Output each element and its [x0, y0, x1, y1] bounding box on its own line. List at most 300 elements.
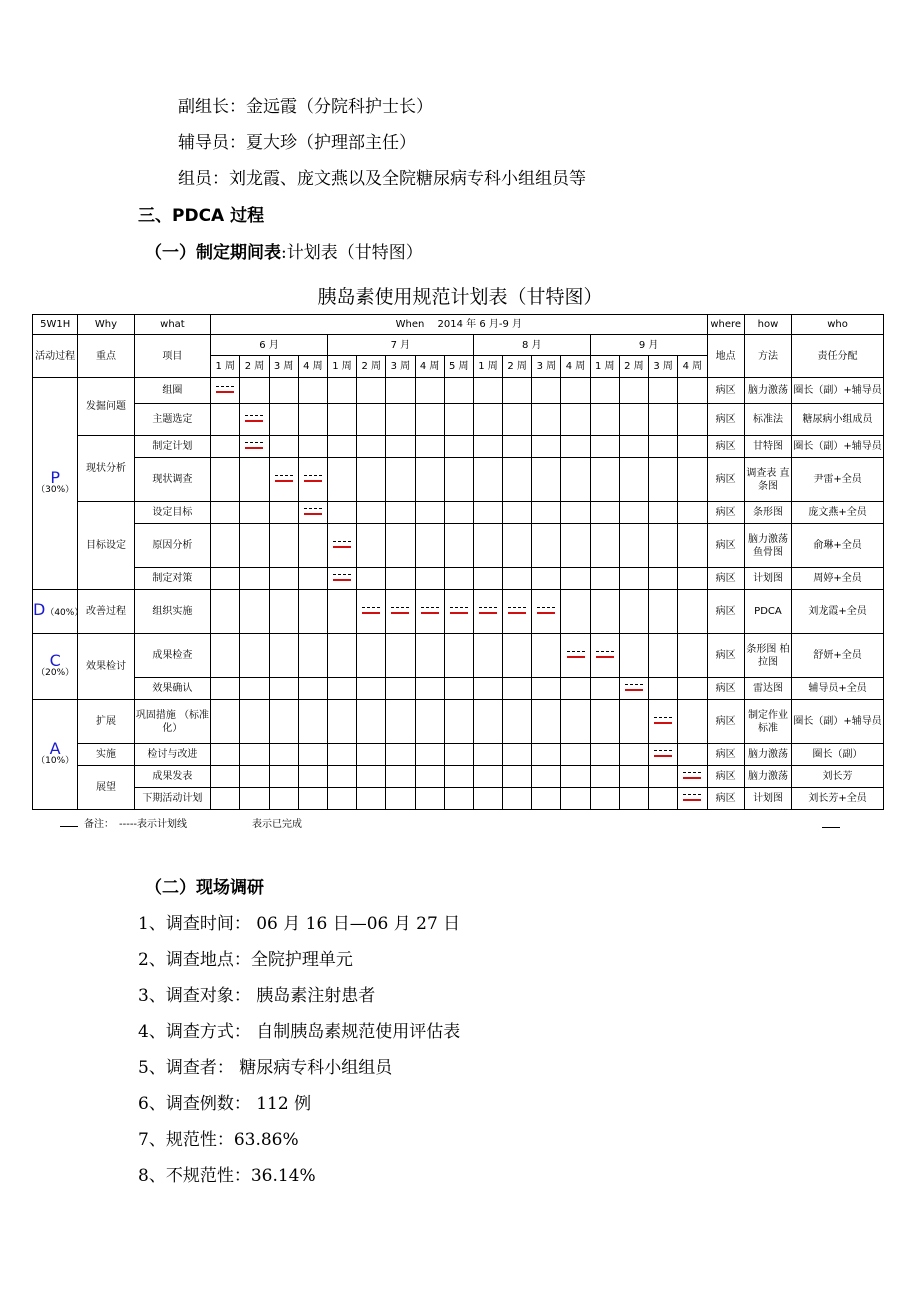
week-cell: [240, 590, 269, 634]
week-cell: [678, 590, 707, 634]
week-cell: [590, 744, 619, 766]
week-cell: [444, 766, 473, 788]
week-cell: [678, 458, 707, 502]
focus-cell: 效果检讨: [78, 634, 134, 700]
week-cell: [386, 766, 415, 788]
survey-item: 5、调查者： 糖尿病专科小组组员: [138, 1058, 393, 1078]
week-cell: [298, 788, 327, 810]
week-cell: [649, 524, 678, 568]
week-cell: [649, 568, 678, 590]
week-cell: [240, 458, 269, 502]
week-cell: [327, 700, 356, 744]
week-cell: [649, 678, 678, 700]
week-cell: [269, 634, 298, 678]
place-cell: 病区: [707, 502, 744, 524]
resp-cell: 圈长（副）+辅导员: [792, 700, 884, 744]
phase-percent: （40%）: [45, 608, 84, 618]
week-cell: [590, 524, 619, 568]
section-heading-pdca: 三、PDCA 过程: [138, 206, 265, 226]
hdr-5w1h: 5W1H: [33, 315, 78, 335]
week-cell: [561, 502, 590, 524]
week-cell: [444, 378, 473, 404]
week-cell: [327, 788, 356, 810]
week-cell: [590, 700, 619, 744]
week-cell: [590, 502, 619, 524]
subsection-schedule-bold: （一）制定期间表: [145, 243, 281, 263]
week-cell: [444, 744, 473, 766]
week-cell: [211, 766, 240, 788]
week-cell: [415, 700, 444, 744]
item-cell: 设定目标: [134, 502, 211, 524]
week-cell: [211, 568, 240, 590]
note-right-underline: [822, 827, 840, 828]
resp-cell: 圈长（副）+辅导员: [792, 436, 884, 458]
focus-cell: 扩展: [78, 700, 134, 744]
week-header: 3 周: [649, 356, 678, 378]
week-header: 4 周: [298, 356, 327, 378]
place-cell: 病区: [707, 788, 744, 810]
hdr-who: who: [792, 315, 884, 335]
hdr-how: how: [744, 315, 791, 335]
hdr-place: 地点: [707, 335, 744, 378]
item-cell: 主题选定: [134, 404, 211, 436]
week-cell: [415, 568, 444, 590]
week-header: 3 周: [386, 356, 415, 378]
week-cell: [386, 568, 415, 590]
week-cell: [211, 458, 240, 502]
week-cell: [532, 458, 561, 502]
item-cell: 组圈: [134, 378, 211, 404]
hdr-method: 方法: [744, 335, 791, 378]
item-cell: 制定对策: [134, 568, 211, 590]
week-cell: [619, 678, 648, 700]
week-cell: [503, 744, 532, 766]
place-cell: 病区: [707, 744, 744, 766]
hdr-focus: 重点: [78, 335, 134, 378]
week-cell: [561, 378, 590, 404]
week-cell: [590, 568, 619, 590]
week-cell: [415, 678, 444, 700]
week-header: 4 周: [561, 356, 590, 378]
table-row: [33, 590, 884, 634]
week-cell: [561, 524, 590, 568]
item-cell: 巩固措施 （标准化）: [134, 700, 211, 744]
week-cell: [357, 744, 386, 766]
week-cell: [649, 766, 678, 788]
week-cell: [415, 788, 444, 810]
week-cell: [473, 524, 502, 568]
week-cell: [532, 404, 561, 436]
week-header: 2 周: [503, 356, 532, 378]
week-cell: [503, 404, 532, 436]
place-cell: 病区: [707, 590, 744, 634]
week-cell: [298, 766, 327, 788]
week-cell: [269, 378, 298, 404]
week-cell: [298, 436, 327, 458]
month-header: 6 月: [211, 335, 328, 356]
item-cell: 成果检查: [134, 634, 211, 678]
note-left-text: 备注： -----表示计划线: [84, 819, 188, 830]
week-cell: [561, 458, 590, 502]
week-cell: [619, 766, 648, 788]
week-cell: [240, 634, 269, 678]
week-cell: [415, 634, 444, 678]
week-cell: [590, 788, 619, 810]
week-header: 1 周: [590, 356, 619, 378]
week-cell: [357, 378, 386, 404]
place-cell: 病区: [707, 700, 744, 744]
week-cell: [649, 458, 678, 502]
week-cell: [619, 590, 648, 634]
hdr-what: what: [134, 315, 211, 335]
hdr-resp: 责任分配: [792, 335, 884, 378]
week-cell: [415, 436, 444, 458]
table-row: [33, 634, 884, 678]
week-cell: [561, 634, 590, 678]
plan-bar: [216, 386, 234, 393]
week-cell: [619, 744, 648, 766]
week-cell: [649, 744, 678, 766]
week-cell: [473, 436, 502, 458]
week-header: 5 周: [444, 356, 473, 378]
plan-bar: [333, 541, 351, 548]
week-cell: [240, 568, 269, 590]
week-header: 2 周: [619, 356, 648, 378]
note-completed: 表示已完成: [252, 819, 302, 830]
item-cell: 现状调查: [134, 458, 211, 502]
resp-cell: 俞琳+全员: [792, 524, 884, 568]
week-cell: [503, 524, 532, 568]
table-row: [33, 700, 884, 744]
week-cell: [357, 788, 386, 810]
focus-cell: 目标设定: [78, 502, 134, 590]
week-cell: [415, 744, 444, 766]
week-cell: [473, 502, 502, 524]
week-cell: [269, 788, 298, 810]
week-cell: [649, 502, 678, 524]
method-cell: 脑力激荡 鱼骨图: [744, 524, 791, 568]
plan-bar: [304, 508, 322, 515]
week-cell: [503, 678, 532, 700]
subsection-schedule-rest: :计划表（甘特图）: [281, 243, 423, 263]
survey-item: 2、调查地点：全院护理单元: [138, 950, 353, 970]
week-cell: [269, 744, 298, 766]
week-cell: [444, 502, 473, 524]
method-cell: 计划图: [744, 788, 791, 810]
week-cell: [240, 524, 269, 568]
week-cell: [532, 744, 561, 766]
place-cell: 病区: [707, 568, 744, 590]
resp-cell: 圈长（副）: [792, 744, 884, 766]
week-cell: [298, 404, 327, 436]
week-cell: [327, 568, 356, 590]
week-cell: [619, 634, 648, 678]
item-cell: 原因分析: [134, 524, 211, 568]
method-cell: 条形图: [744, 502, 791, 524]
week-cell: [240, 766, 269, 788]
phase-letter: D: [33, 600, 46, 619]
week-cell: [444, 404, 473, 436]
resp-cell: 舒妍+全员: [792, 634, 884, 678]
week-cell: [561, 678, 590, 700]
week-cell: [619, 788, 648, 810]
week-cell: [269, 404, 298, 436]
resp-cell: 刘龙霞+全员: [792, 590, 884, 634]
week-cell: [298, 524, 327, 568]
week-cell: [444, 634, 473, 678]
week-cell: [473, 568, 502, 590]
plan-bar: [391, 607, 409, 614]
week-header: 2 周: [240, 356, 269, 378]
week-cell: [386, 634, 415, 678]
resp-cell: 辅导员+全员: [792, 678, 884, 700]
week-cell: [444, 436, 473, 458]
week-cell: [444, 458, 473, 502]
week-cell: [444, 678, 473, 700]
week-cell: [298, 634, 327, 678]
week-cell: [386, 404, 415, 436]
week-cell: [532, 590, 561, 634]
week-cell: [240, 678, 269, 700]
week-cell: [240, 744, 269, 766]
note-plan-line: [60, 815, 187, 830]
week-cell: [532, 502, 561, 524]
subsection-survey: （二）现场调研: [145, 878, 264, 898]
week-cell: [357, 766, 386, 788]
week-cell: [269, 678, 298, 700]
plan-bar: [450, 607, 468, 614]
week-cell: [678, 744, 707, 766]
focus-cell: 发掘问题: [78, 378, 134, 436]
survey-item: 8、不规范性：36.14%: [138, 1166, 316, 1186]
week-cell: [357, 524, 386, 568]
plan-bar: [245, 442, 263, 449]
week-cell: [357, 634, 386, 678]
table-row: [33, 404, 884, 436]
phase-cell: [33, 378, 78, 590]
week-cell: [211, 378, 240, 404]
method-cell: 脑力激荡: [744, 766, 791, 788]
note-underline: [60, 826, 78, 827]
week-cell: [211, 436, 240, 458]
phase-percent: （20%）: [36, 667, 75, 678]
week-cell: [503, 502, 532, 524]
phase-letter: P: [50, 467, 60, 487]
week-cell: [386, 744, 415, 766]
week-cell: [473, 788, 502, 810]
week-cell: [386, 436, 415, 458]
week-cell: [327, 524, 356, 568]
plan-bar: [508, 607, 526, 614]
week-cell: [386, 458, 415, 502]
week-cell: [590, 590, 619, 634]
week-cell: [678, 524, 707, 568]
week-cell: [649, 436, 678, 458]
week-cell: [503, 436, 532, 458]
week-cell: [444, 700, 473, 744]
week-cell: [532, 568, 561, 590]
week-header: 1 周: [473, 356, 502, 378]
week-cell: [211, 502, 240, 524]
phase-percent: （10%）: [36, 755, 75, 766]
hdr-why: Why: [78, 315, 134, 335]
plan-bar: [245, 415, 263, 422]
week-cell: [678, 766, 707, 788]
week-cell: [619, 502, 648, 524]
week-cell: [619, 404, 648, 436]
week-cell: [357, 458, 386, 502]
week-cell: [386, 700, 415, 744]
week-cell: [649, 378, 678, 404]
week-cell: [269, 700, 298, 744]
week-cell: [211, 404, 240, 436]
item-cell: 检讨与改进: [134, 744, 211, 766]
table-row: [33, 568, 884, 590]
table-row: [33, 524, 884, 568]
plan-bar: [683, 794, 701, 801]
resp-cell: 刘长芳+全员: [792, 788, 884, 810]
week-cell: [298, 502, 327, 524]
week-cell: [240, 436, 269, 458]
week-cell: [473, 634, 502, 678]
week-cell: [503, 700, 532, 744]
week-cell: [532, 378, 561, 404]
week-cell: [619, 524, 648, 568]
week-cell: [532, 678, 561, 700]
week-cell: [590, 766, 619, 788]
week-cell: [473, 700, 502, 744]
week-cell: [649, 700, 678, 744]
week-cell: [240, 502, 269, 524]
week-cell: [240, 404, 269, 436]
week-cell: [357, 590, 386, 634]
week-cell: [678, 378, 707, 404]
week-cell: [386, 524, 415, 568]
week-header: 1 周: [327, 356, 356, 378]
table-row: [33, 744, 884, 766]
week-cell: [561, 404, 590, 436]
hdr-when: When 2014 年 6 月-9 月: [211, 315, 707, 335]
phase-letter: A: [49, 738, 61, 758]
week-cell: [561, 436, 590, 458]
week-cell: [357, 436, 386, 458]
plan-bar: [683, 772, 701, 779]
week-header: 3 周: [269, 356, 298, 378]
table-row: [33, 678, 884, 700]
week-cell: [503, 788, 532, 810]
focus-cell: 实施: [78, 744, 134, 766]
week-cell: [561, 700, 590, 744]
week-cell: [211, 524, 240, 568]
week-cell: [327, 590, 356, 634]
week-cell: [211, 744, 240, 766]
week-cell: [327, 404, 356, 436]
month-header: 7 月: [327, 335, 473, 356]
method-cell: PDCA: [744, 590, 791, 634]
week-cell: [386, 502, 415, 524]
phase-percent: （30%）: [36, 484, 75, 495]
week-cell: [503, 568, 532, 590]
table-row: [33, 788, 884, 810]
week-cell: [386, 788, 415, 810]
week-cell: [678, 502, 707, 524]
week-cell: [649, 404, 678, 436]
survey-item: 3、调查对象： 胰岛素注射患者: [138, 986, 376, 1006]
place-cell: 病区: [707, 404, 744, 436]
members-line: 组员：刘龙霞、庞文燕以及全院糖尿病专科小组组员等: [178, 169, 586, 189]
week-cell: [327, 436, 356, 458]
plan-bar: [654, 750, 672, 757]
resp-cell: 刘长芳: [792, 766, 884, 788]
week-cell: [619, 378, 648, 404]
week-cell: [415, 590, 444, 634]
resp-cell: 糖尿病小组成员: [792, 404, 884, 436]
week-cell: [649, 590, 678, 634]
week-header: 4 周: [415, 356, 444, 378]
week-cell: [298, 700, 327, 744]
plan-bar: [304, 475, 322, 482]
week-cell: [269, 502, 298, 524]
week-cell: [678, 634, 707, 678]
week-cell: [298, 458, 327, 502]
week-cell: [327, 744, 356, 766]
week-cell: [357, 700, 386, 744]
week-cell: [415, 766, 444, 788]
week-cell: [386, 678, 415, 700]
week-cell: [503, 634, 532, 678]
week-cell: [298, 568, 327, 590]
hdr-where: where: [707, 315, 744, 335]
week-header: 3 周: [532, 356, 561, 378]
place-cell: 病区: [707, 678, 744, 700]
method-cell: 计划图: [744, 568, 791, 590]
plan-bar: [275, 475, 293, 482]
week-cell: [240, 788, 269, 810]
survey-item: 4、调查方式： 自制胰岛素规范使用评估表: [138, 1022, 461, 1042]
month-header: 9 月: [590, 335, 707, 356]
item-cell: 成果发表: [134, 766, 211, 788]
method-cell: 雷达图: [744, 678, 791, 700]
week-header: 1 周: [211, 356, 240, 378]
week-cell: [649, 788, 678, 810]
week-cell: [678, 678, 707, 700]
plan-bar: [567, 651, 585, 658]
hdr-item: 项目: [134, 335, 211, 378]
week-cell: [269, 766, 298, 788]
method-cell: 调查表 直条图: [744, 458, 791, 502]
week-cell: [357, 568, 386, 590]
resp-cell: 圈长（副）+辅导员: [792, 378, 884, 404]
week-cell: [503, 458, 532, 502]
table-row: [33, 502, 884, 524]
week-cell: [678, 436, 707, 458]
week-header: 4 周: [678, 356, 707, 378]
week-cell: [211, 788, 240, 810]
week-cell: [415, 502, 444, 524]
week-cell: [503, 590, 532, 634]
deputy-leader-line: 副组长：金远霞（分院科护士长）: [178, 97, 433, 117]
week-cell: [444, 568, 473, 590]
week-cell: [298, 590, 327, 634]
week-cell: [678, 404, 707, 436]
week-cell: [357, 502, 386, 524]
week-cell: [444, 590, 473, 634]
week-cell: [269, 524, 298, 568]
place-cell: 病区: [707, 634, 744, 678]
week-cell: [327, 678, 356, 700]
week-cell: [240, 700, 269, 744]
focus-cell: 展望: [78, 766, 134, 810]
